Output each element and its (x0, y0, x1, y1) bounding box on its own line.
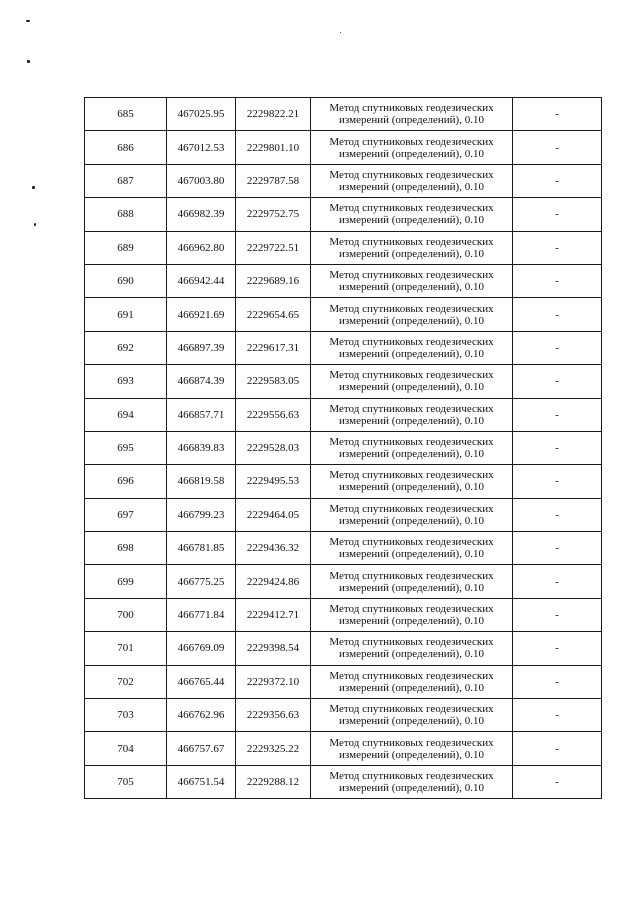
table-row (85, 498, 602, 531)
description-cell: - (513, 365, 602, 398)
x-coordinate-cell: 466751.54 (167, 765, 236, 798)
method-cell (311, 565, 513, 598)
table-row (85, 164, 602, 197)
table-row (85, 264, 602, 297)
y-coordinate-cell: 2229722.51 (236, 231, 311, 264)
method-cell (311, 98, 513, 131)
method-line-1: Метод спутниковых геодезических (329, 603, 494, 616)
method-line-1: Метод спутниковых геодезических (329, 502, 494, 515)
method-line-2: измерений (определений), 0.10 (339, 381, 484, 394)
method-line-1: Метод спутниковых геодезических (329, 736, 494, 749)
description-cell: - (513, 565, 602, 598)
y-coordinate-cell: 2229464.05 (236, 498, 311, 531)
point-number-cell: 690 (85, 264, 167, 297)
table-row (85, 665, 602, 698)
method-line-1: Метод спутниковых геодезических (329, 335, 494, 348)
x-coordinate-cell: 466799.23 (167, 498, 236, 531)
point-number-cell: 701 (85, 632, 167, 665)
table-row (85, 699, 602, 732)
description-cell: - (513, 732, 602, 765)
table-row (85, 365, 602, 398)
x-coordinate-cell: 466962.80 (167, 231, 236, 264)
method-line-2: измерений (определений), 0.10 (339, 214, 484, 227)
coordinates-table (84, 97, 602, 799)
method-line-2: измерений (определений), 0.10 (339, 548, 484, 561)
table-row (85, 532, 602, 565)
method-line-1: Метод спутниковых геодезических (329, 669, 494, 682)
method-line-1: Метод спутниковых геодезических (329, 302, 494, 315)
method-cell (311, 164, 513, 197)
table-row (85, 598, 602, 631)
table-row (85, 732, 602, 765)
method-line-2: измерений (определений), 0.10 (339, 147, 484, 160)
point-number-cell: 692 (85, 331, 167, 364)
y-coordinate-cell: 2229372.10 (236, 665, 311, 698)
table-row (85, 765, 602, 798)
method-cell (311, 365, 513, 398)
point-number-cell: 700 (85, 598, 167, 631)
x-coordinate-cell: 466942.44 (167, 264, 236, 297)
table-row (85, 298, 602, 331)
method-cell (311, 532, 513, 565)
method-cell (311, 231, 513, 264)
y-coordinate-cell: 2229556.63 (236, 398, 311, 431)
method-line-2: измерений (определений), 0.10 (339, 114, 484, 127)
method-line-2: измерений (определений), 0.10 (339, 247, 484, 260)
x-coordinate-cell: 466769.09 (167, 632, 236, 665)
method-cell (311, 632, 513, 665)
method-line-2: измерений (определений), 0.10 (339, 782, 484, 794)
description-cell: - (513, 164, 602, 197)
method-line-2: измерений (определений), 0.10 (339, 581, 484, 594)
method-cell (311, 198, 513, 231)
description-cell: - (513, 498, 602, 531)
method-cell (311, 131, 513, 164)
method-line-2: измерений (определений), 0.10 (339, 448, 484, 461)
method-cell (311, 298, 513, 331)
y-coordinate-cell: 2229654.65 (236, 298, 311, 331)
y-coordinate-cell: 2229325.22 (236, 732, 311, 765)
y-coordinate-cell: 2229822.21 (236, 98, 311, 131)
description-cell: - (513, 131, 602, 164)
method-line-1: Метод спутниковых геодезических (329, 168, 494, 181)
x-coordinate-cell: 467012.53 (167, 131, 236, 164)
method-line-1: Метод спутниковых геодезических (329, 770, 494, 782)
method-cell (311, 732, 513, 765)
method-line-1: Метод спутниковых геодезических (329, 703, 494, 716)
method-line-2: измерений (определений), 0.10 (339, 514, 484, 527)
scan-speck (26, 20, 30, 22)
description-cell: - (513, 699, 602, 732)
table-row (85, 198, 602, 231)
description-cell: - (513, 598, 602, 631)
table-row (85, 131, 602, 164)
description-cell: - (513, 532, 602, 565)
point-number-cell: 699 (85, 565, 167, 598)
method-line-2: измерений (определений), 0.10 (339, 281, 484, 294)
point-number-cell: 697 (85, 498, 167, 531)
table-row (85, 398, 602, 431)
x-coordinate-cell: 466874.39 (167, 365, 236, 398)
description-cell: - (513, 198, 602, 231)
description-cell: - (513, 632, 602, 665)
y-coordinate-cell: 2229424.86 (236, 565, 311, 598)
x-coordinate-cell: 466757.67 (167, 732, 236, 765)
method-line-1: Метод спутниковых геодезических (329, 569, 494, 582)
point-number-cell: 698 (85, 532, 167, 565)
y-coordinate-cell: 2229583.05 (236, 365, 311, 398)
point-number-cell: 688 (85, 198, 167, 231)
method-line-1: Метод спутниковых геодезических (329, 636, 494, 649)
point-number-cell: 695 (85, 431, 167, 464)
x-coordinate-cell: 466921.69 (167, 298, 236, 331)
x-coordinate-cell: 467003.80 (167, 164, 236, 197)
point-number-cell: 702 (85, 665, 167, 698)
table-row (85, 431, 602, 464)
y-coordinate-cell: 2229787.58 (236, 164, 311, 197)
method-line-1: Метод спутниковых геодезических (329, 235, 494, 248)
scan-speck (32, 186, 35, 189)
table-row (85, 331, 602, 364)
x-coordinate-cell: 466897.39 (167, 331, 236, 364)
method-line-1: Метод спутниковых геодезических (329, 135, 494, 148)
point-number-cell: 703 (85, 699, 167, 732)
x-coordinate-cell: 466857.71 (167, 398, 236, 431)
x-coordinate-cell: 466775.25 (167, 565, 236, 598)
y-coordinate-cell: 2229398.54 (236, 632, 311, 665)
description-cell: - (513, 431, 602, 464)
method-line-1: Метод спутниковых геодезических (329, 469, 494, 482)
table-body (85, 98, 602, 799)
point-number-cell: 705 (85, 765, 167, 798)
table-row (85, 632, 602, 665)
x-coordinate-cell: 467025.95 (167, 98, 236, 131)
method-line-2: измерений (определений), 0.10 (339, 414, 484, 427)
description-cell: - (513, 765, 602, 798)
y-coordinate-cell: 2229412.71 (236, 598, 311, 631)
scan-speck (34, 223, 36, 226)
description-cell: - (513, 231, 602, 264)
x-coordinate-cell: 466765.44 (167, 665, 236, 698)
x-coordinate-cell: 466839.83 (167, 431, 236, 464)
y-coordinate-cell: 2229528.03 (236, 431, 311, 464)
method-line-2: измерений (определений), 0.10 (339, 715, 484, 728)
description-cell: - (513, 665, 602, 698)
x-coordinate-cell: 466781.85 (167, 532, 236, 565)
method-line-2: измерений (определений), 0.10 (339, 681, 484, 694)
method-line-2: измерений (определений), 0.10 (339, 481, 484, 494)
point-number-cell: 685 (85, 98, 167, 131)
table-row (85, 565, 602, 598)
table-row (85, 231, 602, 264)
method-line-2: измерений (определений), 0.10 (339, 748, 484, 761)
y-coordinate-cell: 2229617.31 (236, 331, 311, 364)
method-line-2: измерений (определений), 0.10 (339, 347, 484, 360)
method-cell (311, 465, 513, 498)
point-number-cell: 687 (85, 164, 167, 197)
table-row (85, 98, 602, 131)
method-cell (311, 598, 513, 631)
method-cell (311, 665, 513, 698)
y-coordinate-cell: 2229288.12 (236, 765, 311, 798)
description-cell: - (513, 398, 602, 431)
method-cell (311, 498, 513, 531)
description-cell: - (513, 98, 602, 131)
table-row (85, 465, 602, 498)
point-number-cell: 689 (85, 231, 167, 264)
method-cell (311, 699, 513, 732)
y-coordinate-cell: 2229436.32 (236, 532, 311, 565)
description-cell: - (513, 465, 602, 498)
point-number-cell: 704 (85, 732, 167, 765)
x-coordinate-cell: 466771.84 (167, 598, 236, 631)
x-coordinate-cell: 466819.58 (167, 465, 236, 498)
method-line-1: Метод спутниковых геодезических (329, 269, 494, 282)
method-line-2: измерений (определений), 0.10 (339, 314, 484, 327)
method-line-1: Метод спутниковых геодезических (329, 402, 494, 415)
method-cell (311, 264, 513, 297)
x-coordinate-cell: 466762.96 (167, 699, 236, 732)
scan-speck (340, 32, 341, 33)
y-coordinate-cell: 2229801.10 (236, 131, 311, 164)
description-cell: - (513, 331, 602, 364)
y-coordinate-cell: 2229689.16 (236, 264, 311, 297)
y-coordinate-cell: 2229356.63 (236, 699, 311, 732)
method-cell (311, 765, 513, 798)
point-number-cell: 693 (85, 365, 167, 398)
method-cell (311, 431, 513, 464)
method-line-1: Метод спутниковых геодезических (329, 369, 494, 382)
method-line-2: измерений (определений), 0.10 (339, 180, 484, 193)
y-coordinate-cell: 2229495.53 (236, 465, 311, 498)
y-coordinate-cell: 2229752.75 (236, 198, 311, 231)
point-number-cell: 694 (85, 398, 167, 431)
method-line-1: Метод спутниковых геодезических (329, 536, 494, 549)
method-line-2: измерений (определений), 0.10 (339, 648, 484, 661)
method-line-2: измерений (определений), 0.10 (339, 615, 484, 628)
description-cell: - (513, 264, 602, 297)
point-number-cell: 691 (85, 298, 167, 331)
point-number-cell: 686 (85, 131, 167, 164)
scan-speck (27, 60, 30, 63)
method-cell (311, 331, 513, 364)
x-coordinate-cell: 466982.39 (167, 198, 236, 231)
description-cell: - (513, 298, 602, 331)
method-cell (311, 398, 513, 431)
method-line-1: Метод спутниковых геодезических (329, 436, 494, 449)
method-line-1: Метод спутниковых геодезических (329, 202, 494, 215)
point-number-cell: 696 (85, 465, 167, 498)
method-line-1: Метод спутниковых геодезических (329, 102, 494, 115)
